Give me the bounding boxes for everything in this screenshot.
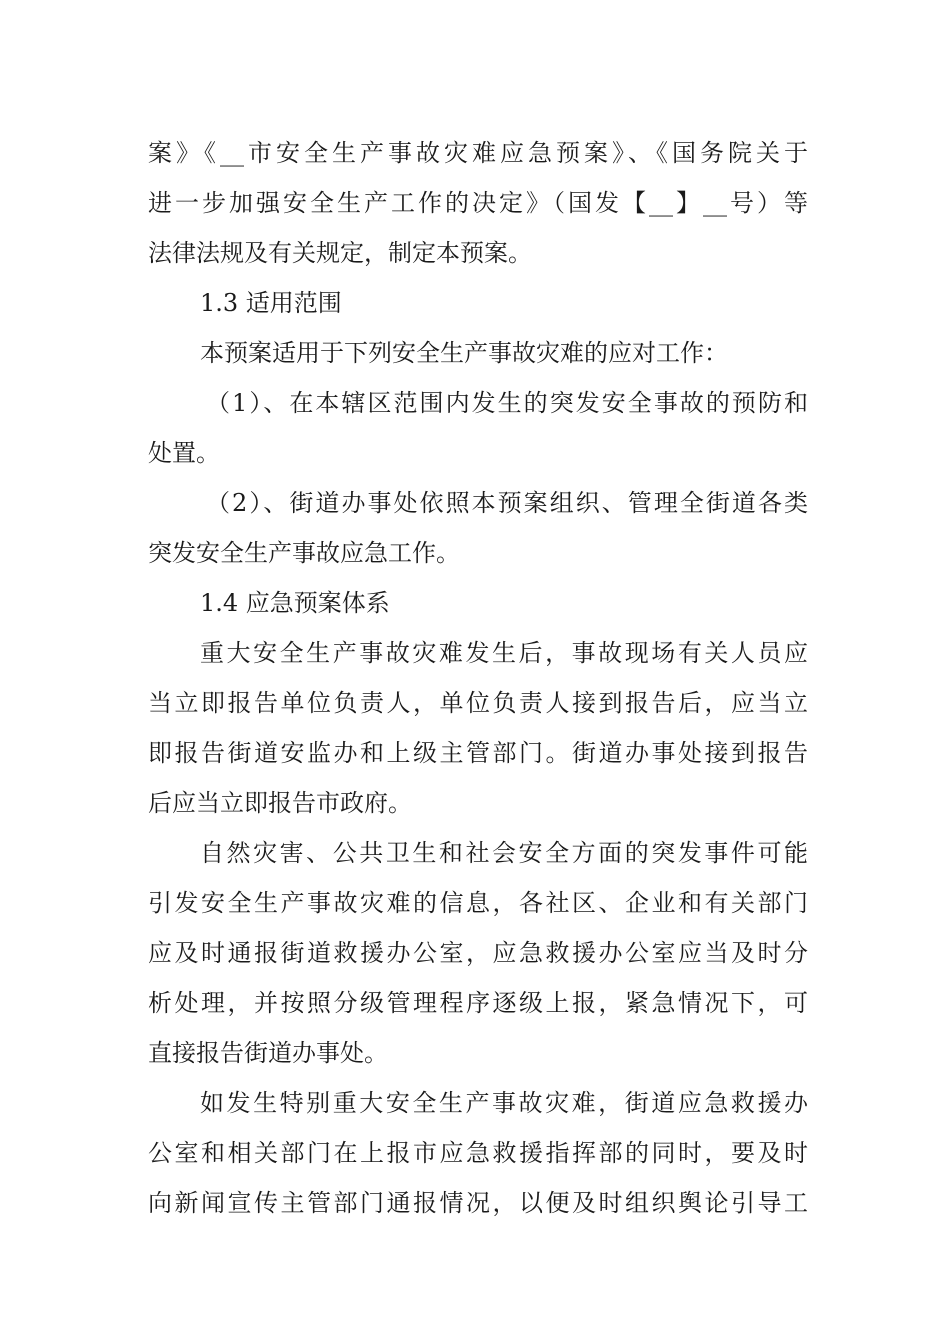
document-body xyxy=(148,128,808,1228)
text-line: 公室和相关部门在上报市应急救援指挥部的同时，要及时 xyxy=(148,1139,808,1167)
text-line: 后应当立即报告市政府。 xyxy=(148,789,412,817)
paragraph-emergency-info xyxy=(148,828,808,1078)
paragraph-reporting xyxy=(148,628,808,828)
text-line: 处置。 xyxy=(148,439,220,467)
text-line: 应及时通报街道救援办公室，应急救援办公室应当及时分 xyxy=(148,939,808,967)
text-line: 即报告街道安监办和上级主管部门。街道办事处接到报告 xyxy=(148,739,808,767)
paragraph-scope-item-1 xyxy=(148,378,808,478)
paragraph-legal-basis xyxy=(148,128,808,278)
text-line: 案》《__市安全生产事故灾难应急预案》、《国务院关于 xyxy=(148,139,808,167)
paragraph-scope-intro xyxy=(148,328,808,378)
text-line: 自然灾害、公共卫生和社会安全方面的突发事件可能 xyxy=(200,839,808,867)
heading-text: 1.3 适用范围 xyxy=(200,289,342,317)
text-line: 如发生特别重大安全生产事故灾难，街道应急救援办 xyxy=(200,1089,808,1117)
text-line: 直接报告街道办事处。 xyxy=(148,1039,388,1067)
text-line: 突发安全生产事故应急工作。 xyxy=(148,539,460,567)
text-line: 法律法规及有关规定，制定本预案。 xyxy=(148,239,532,267)
section-heading-1-4 xyxy=(148,578,808,628)
text-line: 析处理，并按照分级管理程序逐级上报，紧急情况下，可 xyxy=(148,989,808,1017)
text-line: 引发安全生产事故灾难的信息，各社区、企业和有关部门 xyxy=(148,889,808,917)
text-line: 重大安全生产事故灾难发生后，事故现场有关人员应 xyxy=(200,639,808,667)
section-heading-1-3 xyxy=(148,278,808,328)
text-line: 进一步加强安全生产工作的决定》（国发【__】__号）等 xyxy=(148,189,808,217)
text-line: 当立即报告单位负责人，单位负责人接到报告后，应当立 xyxy=(148,689,808,717)
heading-text: 1.4 应急预案体系 xyxy=(200,589,390,617)
text-line: 本预案适用于下列安全生产事故灾难的应对工作： xyxy=(200,339,728,367)
paragraph-major-accident xyxy=(148,1078,808,1228)
text-line: （1）、在本辖区范围内发生的突发安全事故的预防和 xyxy=(206,389,808,417)
text-line: 向新闻宣传主管部门通报情况，以便及时组织舆论引导工 xyxy=(148,1189,808,1217)
text-line: （2）、街道办事处依照本预案组织、管理全街道各类 xyxy=(206,489,808,517)
paragraph-scope-item-2 xyxy=(148,478,808,578)
